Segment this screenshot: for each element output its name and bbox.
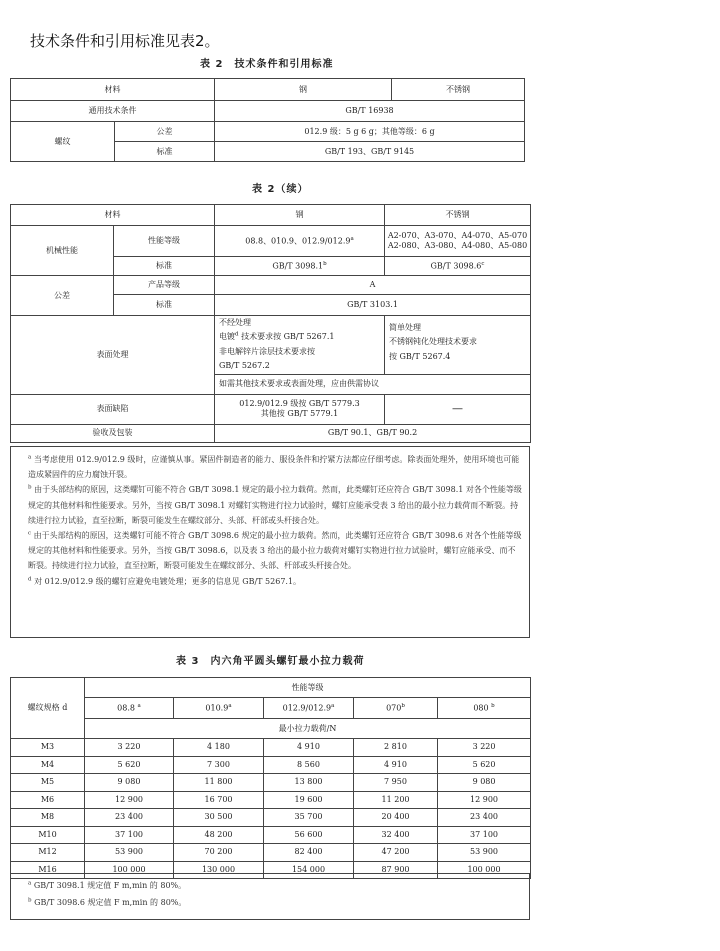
load-cell: 30 500 [174,809,264,827]
load-cell: 35 700 [264,809,354,827]
table2c-caption: 表 2（续） [252,184,309,195]
surface-extra: 如需其他技术要求或表面处理，应由供需协议 [215,374,531,394]
table2-continued [10,204,531,443]
thread-tolerance-value: 012.9 级：5 g 6 g；其他等级：6 g [215,122,525,142]
note-a: 当考虑使用 012.9/012.9 级时，应谨慎从事。紧固件制造者的能力、服役条件和拧紧方法都应仔细考虑。除表面处理外，使用环境也可能造成紧固件的应力腐蚀开裂。 [28,455,520,480]
mech-standard-stainless: GB/T 3098.6$^c$ [385,257,531,276]
note-b: 由于头部结构的原因，这类螺钉可能不符合 GB/T 3098.1 规定的最小拉力载荷。然而，此类螺钉还应符合 GB/T 3098.1 对各个性能等级规定的其他材料和性能要求。另外，当按 GB/T 3098.1 对螺钉实物进行拉力试验时，螺钉应能承受表 3 给出的最小拉力载荷而不断裂。持续进行拉力试验，直至拉断，断裂可能发生在螺纹部分、头部、杆部或头杆接合处。 [28,485,522,525]
thread-standard-label: 标准 [115,142,215,162]
load-cell: 8 560 [264,756,354,774]
load-header: 最小拉力载荷/N [85,719,531,739]
table-row [11,739,531,757]
table2c-header-stainless: 不锈钢 [385,205,531,226]
grade-steel: 08.8、010.9、012.9/012.9$^a$ [215,226,385,257]
load-cell: 5 620 [438,756,531,774]
table3-note-a: GB/T 3098.1 规定值 F m,min 的 80%。 [33,881,187,890]
table3-caption: 表 3 内六角平圆头螺钉最小拉力载荷 [176,656,365,667]
tolerance-label: 公差 [11,276,114,316]
intro-text: 技术条件和引用标准见表2。 [30,32,220,50]
load-cell: 3 220 [438,739,531,757]
table-row [11,809,531,827]
note-c: 由于头部结构的原因，这类螺钉可能不符合 GB/T 3098.6 规定的最小拉力载荷。然而，此类螺钉还应符合 GB/T 3098.6 对各个性能等级规定的其他材料和性能要求。另外，当按 GB/T 3098.6，以及表 3 给出的最小拉力载荷对螺钉实物进行拉力试验时，螺钉应能承受、而不断裂。持续进行拉力试验，直至拉断，断裂可能发生在螺纹部分、头部、杆部或头杆接合处。 [28,530,522,571]
load-cell: 130 000 [174,861,264,879]
load-cell: 32 400 [354,826,438,844]
spec-cell: M10 [11,826,85,844]
load-cell: 70 200 [174,844,264,862]
load-cell: 53 900 [438,844,531,862]
table-row [11,756,531,774]
tolerance-standard-label: 标准 [114,295,215,316]
defect-label: 表面缺陷 [11,394,215,424]
grade-col: 070$^b$ [354,698,438,719]
thread-label: 螺纹 [11,122,115,162]
thread-standard-value: GB/T 193、GB/T 9145 [215,142,525,162]
table-row [11,774,531,792]
grade-stainless: A2-070、A3-070、A4-070、A5-070 A2-080、A3-080、A4-080、A5-080 [385,226,531,257]
spec-cell: M12 [11,844,85,862]
grade-col: 010.9$^a$ [174,698,264,719]
load-cell: 9 080 [85,774,174,792]
load-cell: 11 200 [354,791,438,809]
table-row [11,844,531,862]
thread-tolerance-label: 公差 [115,122,215,142]
spec-cell: M4 [11,756,85,774]
acceptance-value: GB/T 90.1、GB/T 90.2 [215,424,531,442]
table-row [11,791,531,809]
mech-standard-steel: GB/T 3098.1$^b$ [215,257,385,276]
load-cell: 2 810 [354,739,438,757]
grade-header: 性能等级 [85,678,531,698]
load-cell: 12 900 [438,791,531,809]
table2c-header-material: 材料 [11,205,215,226]
load-cell: 13 800 [264,774,354,792]
load-cell: 23 400 [438,809,531,827]
table-row [11,826,531,844]
load-cell: 56 600 [264,826,354,844]
load-cell: 53 900 [85,844,174,862]
spec-cell: M8 [11,809,85,827]
surface-steel: 不经处理 电镀$^d$ 技术要求按 GB/T 5267.1 非电解锌片涂层技术要求按 GB/T 5267.2 [215,316,385,375]
defect-steel: 012.9/012.9 级按 GB/T 5779.3 其他按 GB/T 5779.1 [215,394,385,424]
load-cell: 7 300 [174,756,264,774]
grade-col: 012.9/012.9$^a$ [264,698,354,719]
grade-col: 08.8 $^a$ [85,698,174,719]
table3-note-b: GB/T 3098.6 规定值 F m,min 的 80%。 [34,897,187,907]
table2-caption: 表 2 技术条件和引用标准 [200,59,334,70]
table2-header-steel: 钢 [215,79,392,101]
load-cell: 87 900 [354,861,438,879]
table3-notes: $^a$ GB/T 3098.1 规定值 F m,min 的 80%。 $^b$ GB/T 3098.6 规定值 F m,min 的 80%。 [28,880,187,907]
table2-notes: $^a$ 当考虑使用 012.9/012.9 级时，应谨慎从事。紧固件制造者的能力、服役条件和拧紧方法都应仔细考虑。除表面处理外，使用环境也可能造成紧固件的应力腐蚀开裂。 $^b$ 由于头部结构的原因，这类螺钉可能不符合 GB/T 3098.1 规定的最小拉力载荷。然而，此类螺钉还应符合 GB/T 3098.1 对各个性能等级规定的其他材料和性能要求。另外，当按 GB/T 3098.1 对螺钉实物进行拉力试验时，螺钉应能承受表 3 给出的最小拉力载荷而不断裂。持续进行拉力试验，直至拉断，断裂可能发生在螺纹部分、头部、杆部或头杆接合处。 $^c$ 由于头部结构的原因，这类螺钉可能不符合 GB/T 3098.6 规定的最小拉力载荷。然而，此类螺钉还应符合 GB/T 3098.6 对各个性能等级规定的其他材料和性能要求。另外，当按 GB/T 3098.6，以及表 3 给出的最小拉力载荷对螺钉实物进行拉力试验时，螺钉应能承受、而不断裂。持续进行拉力试验，直至拉断，断裂可能发生在螺纹部分、头部、杆部或头杆接合处。 $^d$ 对 012.9/012.9 级的螺钉应避免电镀处理；更多的信息见 GB/T 5267.1。 [28,454,522,586]
grade-label: 性能等级 [114,226,215,257]
table2 [10,78,525,162]
load-cell: 3 220 [85,739,174,757]
load-cell: 154 000 [264,861,354,879]
load-cell: 37 100 [85,826,174,844]
mech-standard-label: 标准 [114,257,215,276]
load-cell: 11 800 [174,774,264,792]
product-grade-label: 产品等级 [114,276,215,295]
defect-stainless: — [385,394,531,424]
load-cell: 16 700 [174,791,264,809]
product-grade-value: A [215,276,531,295]
general-spec-value: GB/T 16938 [215,101,525,122]
load-cell: 82 400 [264,844,354,862]
table2-header-material: 材料 [11,79,215,101]
table2-header-stainless: 不锈钢 [392,79,525,101]
grade-col: 080 $^b$ [438,698,531,719]
table3 [10,677,531,879]
spec-cell: M6 [11,791,85,809]
tolerance-standard-value: GB/T 3103.1 [215,295,531,316]
surface-label: 表面处理 [11,316,215,395]
load-cell: 12 900 [85,791,174,809]
mech-label: 机械性能 [11,226,114,276]
load-cell: 37 100 [438,826,531,844]
spec-cell: M3 [11,739,85,757]
load-cell: 9 080 [438,774,531,792]
load-cell: 100 000 [85,861,174,879]
table2c-header-steel: 钢 [215,205,385,226]
load-cell: 47 200 [354,844,438,862]
load-cell: 100 000 [438,861,531,879]
load-cell: 19 600 [264,791,354,809]
load-cell: 7 950 [354,774,438,792]
spec-cell: M16 [11,861,85,879]
load-cell: 48 200 [174,826,264,844]
load-cell: 4 180 [174,739,264,757]
load-cell: 23 400 [85,809,174,827]
load-cell: 4 910 [264,739,354,757]
surface-stainless: 简单处理 不锈钢钝化处理技术要求 按 GB/T 5267.4 [385,316,531,375]
load-cell: 5 620 [85,756,174,774]
general-spec-label: 通用技术条件 [11,101,215,122]
note-d: 对 012.9/012.9 级的螺钉应避免电镀处理；更多的信息见 GB/T 5267.1。 [34,576,302,586]
spec-cell: M5 [11,774,85,792]
load-cell: 4 910 [354,756,438,774]
acceptance-label: 验收及包装 [11,424,215,442]
spec-label: 螺纹规格 d [11,678,85,739]
load-cell: 20 400 [354,809,438,827]
